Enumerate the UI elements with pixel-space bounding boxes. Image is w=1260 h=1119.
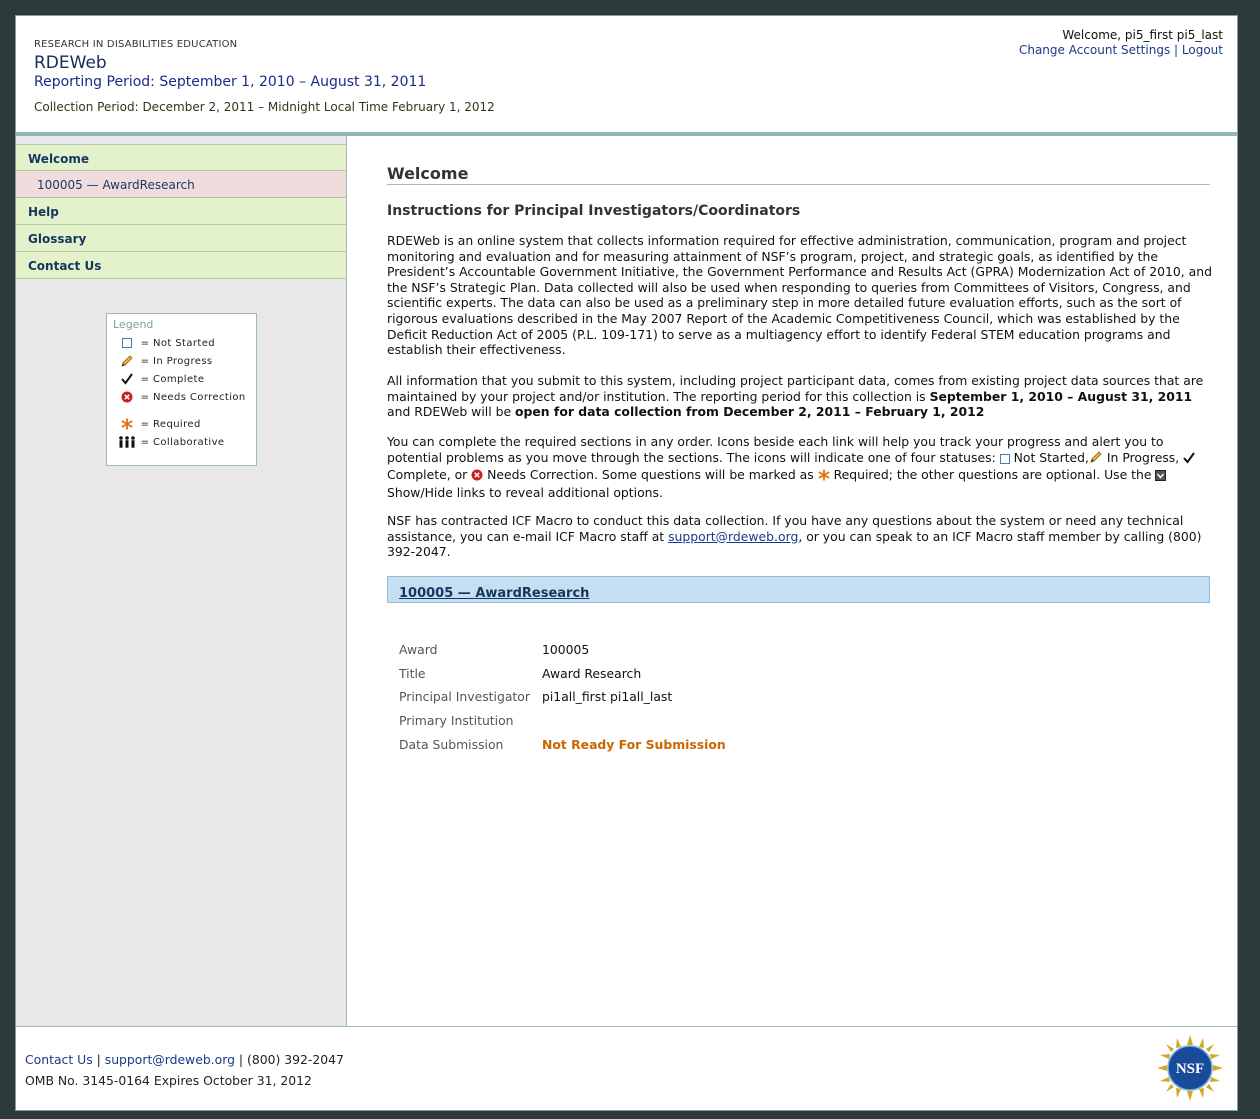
status-paragraph: You can complete the required sections in any order. Icons beside each link will help you track your progress and alert you to potential problems as you move through the sections. The icons will indicate one of four statuses: Not Started, In Progress, Complete, or Needs Correction. Some questions will be marked as Required; the other questions are optional. Use the Show/Hide links to reveal additional options.: [387, 434, 1213, 500]
legend-row-not-started: = Not Started: [113, 334, 250, 352]
welcome-user: Welcome, pi5_first pi5_last: [1062, 28, 1223, 42]
page-header: [16, 16, 1237, 134]
app-title: RDEWeb: [34, 53, 107, 73]
complete-icon: [117, 373, 137, 385]
legend-label: In Progress: [153, 355, 213, 367]
legend-row-required: = Required: [113, 415, 250, 433]
footer-links: Contact Us | support@rdeweb.org | (800) 392-2047: [25, 1052, 344, 1067]
footer-email-link[interactable]: support@rdeweb.org: [104, 1052, 235, 1067]
intro-paragraph: RDEWeb is an online system that collects information required for effective administration, communication, program and project monitoring and evaluation and for measuring attainment of NSF’s program, project, and strategic goals, as identified by the President’s Accountable Government Initiative, the Government Performance and Results Act (GPRA) Modernization Act of 2010, and the NSF’s Strategic Plan. Data collected will also be used when responding to queries from Committees of Visitors, Congress, and scientific experts. The data can also be used as a preliminary step in more detailed future evaluation efforts, such as the sort of rigorous evaluations described in the May 2007 Report of the Academic Competitiveness Council, which was established by the Deficit Reduction Act of 2005 (P.L. 109-171) to serve as a multiagency effort to identify Federal STEM education programs and establish their effectiveness.: [387, 233, 1212, 358]
legend-label: Complete: [153, 373, 205, 385]
sidebar-item-glossary[interactable]: Glossary: [16, 225, 346, 252]
title-divider: [387, 184, 1210, 185]
award-header: [387, 576, 1210, 603]
legend-row-collaborative: = Collaborative: [113, 433, 250, 451]
page-title: Welcome: [387, 164, 469, 183]
reporting-period: Reporting Period: September 1, 2010 – August 31, 2011: [34, 74, 427, 90]
account-links: [1019, 43, 1223, 57]
legend-row-in-progress: = In Progress: [113, 352, 250, 370]
omb-notice: OMB No. 3145-0164 Expires October 31, 2012: [25, 1073, 312, 1088]
instructions-heading: Instructions for Principal Investigators/Coordinators: [387, 203, 801, 219]
footer-contact-link[interactable]: Contact Us: [25, 1052, 93, 1067]
submission-label: Data Submission: [399, 737, 504, 752]
nsf-logo: [1157, 1035, 1223, 1101]
complete-icon: [1183, 452, 1195, 468]
legend-label: Required: [153, 418, 201, 430]
title-value: Award Research: [542, 666, 642, 681]
reporting-paragraph: All information that you submit to this system, including project participant data, comes from existing project data sources that are maintained by your project and/or institution. The reporting period for this collection is September 1, 2010 – August 31, 2011 and RDEWeb will be open for data collection from December 2, 2011 – February 1, 2012: [387, 373, 1204, 420]
legend-title: Legend: [113, 318, 154, 331]
award-link[interactable]: 100005 — AwardResearch: [399, 586, 590, 601]
legend-label: Not Started: [153, 337, 216, 349]
main-content: [348, 136, 1237, 1026]
not-started-icon: [117, 338, 137, 348]
sidebar-item-award[interactable]: 100005 — AwardResearch: [16, 171, 346, 198]
change-account-settings-link[interactable]: Change Account Settings: [1018, 43, 1171, 57]
logout-link[interactable]: Logout: [1181, 43, 1223, 57]
collection-period: Collection Period: December 2, 2011 – Midnight Local Time February 1, 2012: [34, 100, 495, 114]
required-icon: [818, 469, 830, 485]
submission-status: Not Ready For Submission: [542, 737, 726, 752]
legend-row-complete: = Complete: [113, 370, 250, 388]
legend-label: Collaborative: [153, 436, 225, 448]
sidebar-item-contact[interactable]: Contact Us: [16, 252, 346, 279]
sidebar: [16, 136, 347, 1026]
in-progress-icon: [1089, 450, 1103, 468]
sidebar-item-help[interactable]: Help: [16, 198, 346, 225]
institution-label: Primary Institution: [399, 713, 514, 728]
award-label: Award: [399, 642, 438, 657]
needs-correction-icon: [471, 469, 483, 485]
support-email-link[interactable]: support@rdeweb.org: [668, 528, 799, 544]
collaborative-icon: [117, 436, 137, 448]
legend-label: Needs Correction: [153, 391, 246, 403]
needs-correction-icon: [117, 391, 137, 403]
link-separator: |: [1174, 43, 1179, 57]
org-name: RESEARCH IN DISABILITIES EDUCATION: [34, 39, 238, 50]
in-progress-icon: [117, 354, 137, 368]
status-legend: [106, 313, 257, 466]
not-started-icon: [1000, 452, 1010, 468]
page-footer: [16, 1026, 1237, 1112]
contact-paragraph: NSF has contracted ICF Macro to conduct this data collection. If you have any questions about the system or need any technical assistance, you can e-mail ICF Macro staff at support@rdeweb.org, or you can speak to an ICF Macro staff member by calling (800) 392-2047.: [387, 513, 1202, 560]
collection-dates: open for data collection from December 2, 2011 – February 1, 2012: [515, 404, 985, 420]
page-frame: [15, 15, 1238, 1111]
sidebar-item-welcome[interactable]: Welcome: [16, 144, 346, 171]
nsf-logo-text: NSF: [1175, 1061, 1205, 1077]
pi-value: pi1all_first pi1all_last: [542, 689, 673, 704]
legend-row-needs-correction: = Needs Correction: [113, 388, 250, 406]
reporting-period-dates: September 1, 2010 – August 31, 2011: [929, 388, 1193, 404]
pi-label: Principal Investigator: [399, 689, 530, 704]
award-value: 100005: [542, 642, 590, 657]
required-icon: [117, 418, 137, 430]
show-hide-icon: [1155, 469, 1166, 485]
title-label: Title: [399, 666, 426, 681]
